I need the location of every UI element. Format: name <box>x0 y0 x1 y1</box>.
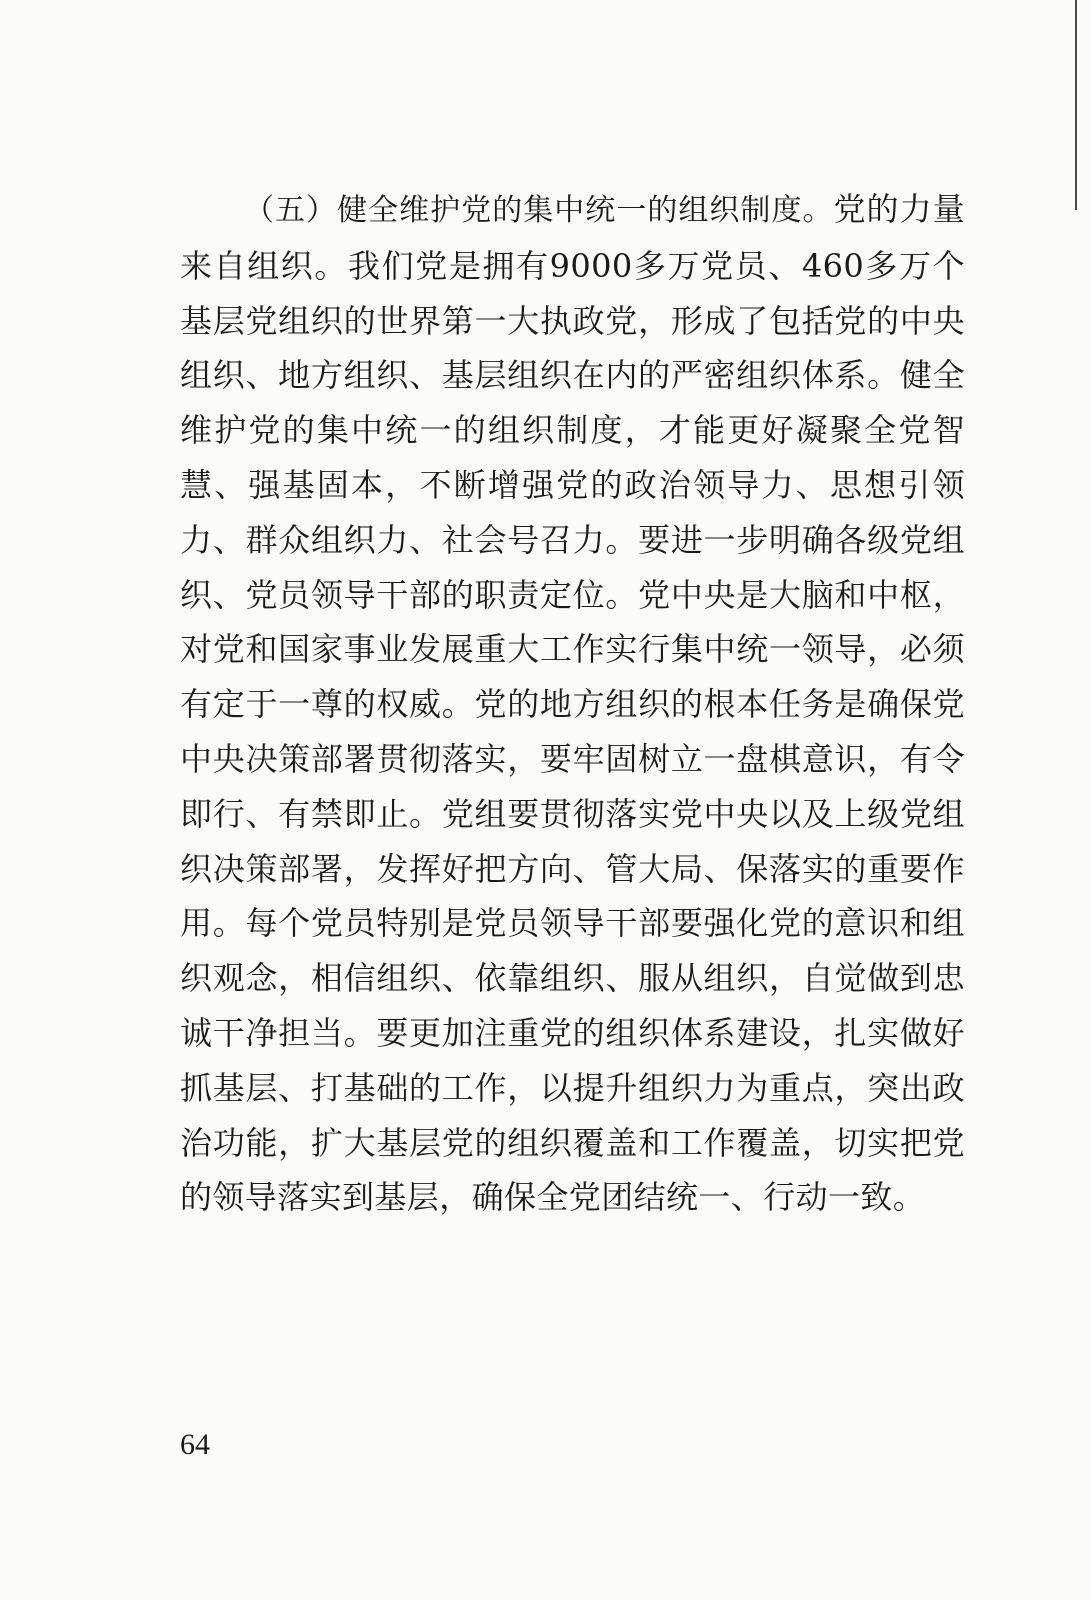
page-edge-line <box>1075 0 1077 210</box>
paragraph-text: 党的力量来自组织。我们党是拥有9000多万党员、460多万个基层党组织的世界第一大执政党，形成了包括党的中央组织、地方组织、基层组织在内的严密组织体系。健全维护党的集中统一的组织制度，才能更好凝聚全党智慧、强基固本，不断增强党的政治领导力、思想引领力、群众组织力、社会号召力。要进一步明确各级党组织、党员领导干部的职责定位。党中央是大脑和中枢，对党和国家事业发展重大工作实行集中统一领导，必须有定于一尊的权威。党的地方组织的根本任务是确保党中央决策部署贯彻落实，要牢固树立一盘棋意识，有令即行、有禁即止。党组要贯彻落实党中央以及上级党组织决策部署，发挥好把方向、管大局、保落实的重要作用。每个党员特别是党员领导干部要强化党的意识和组织观念，相信组织、依靠组织、服从组织，自觉做到忠诚干净担当。要更加注重党的组织体系建设，扎实做好抓基层、打基础的工作，以提升组织力为重点，突出政治功能，扩大基层党的组织覆盖和工作覆盖，切实把党的领导落实到基层，确保全党团结统一、行动一致。 <box>180 190 965 1217</box>
body-paragraph <box>180 182 965 1225</box>
page-number: 64 <box>180 1428 210 1461</box>
section-heading: （五）健全维护党的集中统一的组织制度。 <box>244 193 834 228</box>
